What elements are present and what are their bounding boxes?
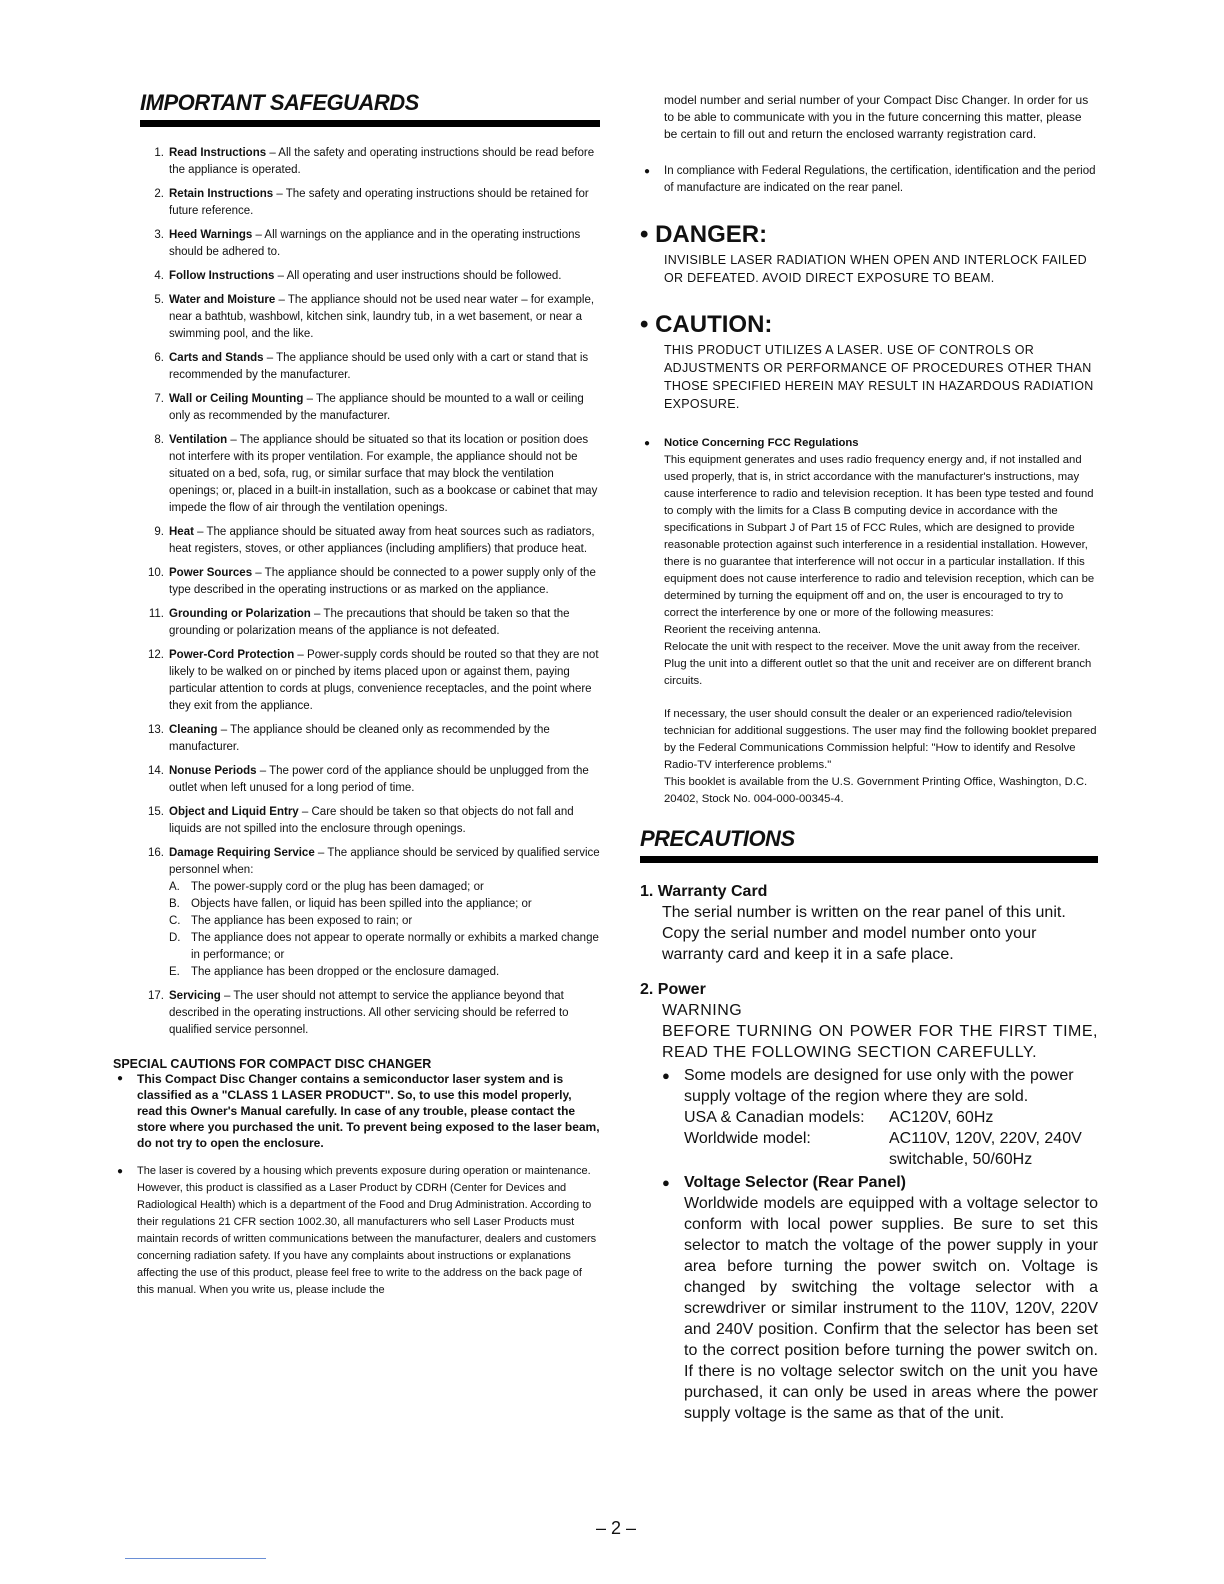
list-item: 13. Cleaning – The appliance should be cleaned only as recommended by the manufacturer. [148,724,550,753]
special-bullet-2: ● The laser is covered by a housing which prevents exposure during operation or maintenance. However, this product is classified as a Laser Product by CDRH (Center for Devices and Radiological Health) which is a department of the Food and Drug Administration. According to their regulations 21 CFR section 1002.30, all manufacturers who sell Laser Products must maintain records of written communications between the manufacturer, dealers and customers concerning radiation safety. If you have any complaints about instructions or explanations affecting the use of this product, please feel free to write to the address on the back page of this manual. When you write us, please include the [113,1163,600,1299]
list-item: 11. Grounding or Polarization – The precautions that should be taken so that the grounding or polarization means of the appliance is not defeated. [148,608,570,637]
list-item: 17. Servicing – The user should not attempt to service the appliance beyond that described in the operating instructions. All other servicing should be referred to qualified service personnel. [148,990,569,1036]
left-column [113,90,600,1311]
title-rule [140,120,600,127]
voltage-bullet [662,1065,1098,1170]
selector-bullet [662,1172,1098,1424]
page-number: – 2 – [596,1518,637,1538]
safeguards-title: IMPORTANT SAFEGUARDS [140,90,419,115]
world-label: Worldwide model: [684,1130,811,1147]
list-item: 2. Retain Instructions – The safety and operating instructions should be retained for future reference. [154,188,589,217]
precaution-power [640,979,1098,1424]
voltage-text: ● Some models are designed for use only with the power supply voltage of the region where they are sold. [684,1067,1074,1105]
fcc-para-3: This booklet is available from the U.S. Government Printing Office, Washington, D.C. 20402, Stock No. 004-000-00345-4. [664,776,1088,805]
sub-item: C. The appliance has been exposed to rain; or [169,915,413,927]
list-item: 1. Read Instructions – All the safety and operating instructions should be read before the appliance is operated. [154,147,595,176]
sub-item: D. The appliance does not appear to operate normally or exhibits a marked change in performance; or [169,932,599,961]
fcc-line-1: Reorient the receiving antenna. [664,624,822,636]
warranty-text: The serial number is written on the rear panel of this unit. Copy the serial number and model number onto your warranty card and keep it in a safe place. [662,904,1066,963]
safeguards-list [140,145,600,1039]
caution-text: THIS PRODUCT UTILIZES A LASER. USE OF CONTROLS OR ADJUSTMENTS OR PERFORMANCE OF PROCEDURES OTHER THAN THOSE SPECIFIED HEREIN MAY RESULT IN HAZARDOUS RADIATION EXPOSURE. [664,343,1094,411]
caution-heading: • CAUTION: [640,311,773,338]
list-item: 5. Water and Moisture – The appliance should not be used near water – for example, near a bathtub, washbowl, kitchen sink, laundry tub, in a wet basement, or near a swimming pool, and the like. [154,294,595,340]
list-item: 7. Wall or Ceiling Mounting – The appliance should be mounted to a wall or ceiling only as recommended by the manufacturer. [154,393,584,422]
list-item: 10. Power Sources – The appliance should be connected to a power supply only of the type described in the operating instructions or as marked on the appliance. [148,567,596,596]
list-item: 9. Heat – The appliance should be situated away from heat sources such as radiators, heat registers, stoves, or other appliances (including amplifiers) that produce heat. [154,526,595,555]
danger-text: INVISIBLE LASER RADIATION WHEN OPEN AND INTERLOCK FAILED OR DEFEATED. AVOID DIRECT EXPOSURE TO BEAM. [664,253,1087,285]
special-cautions-heading: SPECIAL CAUTIONS FOR COMPACT DISC CHANGER [113,1057,432,1071]
list-item: 15. Object and Liquid Entry – Care should be taken so that objects do not fall and liquids are not spilled into the enclosure through openings. [148,806,574,835]
list-item: 8. Ventilation – The appliance should be situated so that its location or position does not interfere with its proper ventilation. For example, the appliance should not be situated on a bed, sofa, rug, or similar surface that may block the ventilation openings; or, placed in a built-in installation, such as a bookcase or cabinet that may impede the flow of air through the ventilation openings. [154,434,598,514]
selector-text: Worldwide models are equipped with a voltage selector to conform with local power supplies. Be sure to set this selector to match the voltage of the power supply in your area before turning the power switch on. Voltage is changed by switching the voltage selector with a screwdriver or similar instrument to the 110V, 120V, 220V and 240V position. Confirm that the selector has been set to the correct position before turning the power switch on. If there is no voltage selector switch on the unit you have purchased, it can only be used in areas where the power supply voltage is the same as that of the unit. [684,1195,1098,1422]
special-continued: model number and serial number of your Compact Disc Changer. In order for us to be able to communicate with you in the future concerning this matter, please be certain to fill out and return the enclosed warranty registration card. [664,93,1089,141]
special-bullet-3: ● In compliance with Federal Regulations, the certification, identification and the period of manufacture are indicated on the rear panel. [640,163,1098,197]
warning-text: BEFORE TURNING ON POWER FOR THE FIRST TIME, READ THE FOLLOWING SECTION CAREFULLY. [662,1023,1098,1061]
fcc-line-2: Relocate the unit with respect to the receiver. Move the unit away from the receiver. Plug the unit into a different outlet so that the unit and receiver are on different branch circuits. [664,641,1092,687]
footer-line [125,1558,266,1559]
sub-item: B. Objects have fallen, or liquid has been spilled into the appliance; or [169,898,532,910]
precaution-warranty [640,881,1098,965]
warning-label: WARNING [662,1002,743,1019]
warranty-title: 1. Warranty Card [640,883,768,900]
precautions-title: PRECAUTIONS [640,826,795,851]
world-value: AC110V, 120V, 220V, 240V switchable, 50/60Hz [889,1130,1082,1168]
sub-item: A. The power-supply cord or the plug has been damaged; or [169,881,484,893]
right-column [640,92,1098,1424]
usa-label: USA & Canadian models: [684,1109,865,1126]
precautions-rule [640,856,1098,863]
fcc-heading: ● Notice Concerning FCC Regulations [664,437,859,449]
selector-title: ● Voltage Selector (Rear Panel) [684,1174,906,1191]
danger-heading: • DANGER: [640,221,768,248]
special-bullet-1: ● This Compact Disc Changer contains a semiconductor laser system and is classified as a "CLASS 1 LASER PRODUCT". So, to use this model properly, read this Owner's Manual carefully. In case of any trouble, please contact the store where you purchased the unit. To prevent being exposed to the laser beam, do not try to open the enclosure. [113,1071,600,1151]
power-body [640,1000,1098,1424]
list-item: 6. Carts and Stands – The appliance should be used only with a cart or stand that is recommended by the manufacturer. [154,352,589,381]
list-item: 3. Heed Warnings – All warnings on the appliance and in the operating instructions should be adhered to. [154,229,581,258]
list-item: 16. Damage Requiring Service – The appliance should be serviced by qualified service personnel when: A. The power-supply cord or the plug has been damaged; or B. Objects have fallen, or liquid has been spilled into the appliance; or C. The appliance has been exposed to rain; or D. The appliance does not appear to operate normally or exhibits a marked change in performance; or E. The appliance has been dropped or the enclosure damaged. [140,845,600,981]
fcc-para-1: This equipment generates and uses radio frequency energy and, if not installed and used properly, that is, in strict accordance with the manufacturer's instructions, may cause interference to radio and television reception. It has been type tested and found to comply with the limits for a Class B computing device in accordance with the specifications in Subpart J of Part 15 of FCC Rules, which are designed to provide reasonable protection against such interference in a residential installation. However, there is no guarantee that interference will not occur in a particular installation. If this equipment does not cause interference to radio and television reception, which can be determined by turning the equipment off and on, the user is encouraged to try to correct the interference by one or more of the following measures: [664,454,1095,619]
usa-value: AC120V, 60Hz [889,1109,994,1126]
list-item: 14. Nonuse Periods – The power cord of the appliance should be unplugged from the outlet when left unused for a long period of time. [148,765,589,794]
list-item: 4. Follow Instructions – All operating and user instructions should be followed. [154,270,562,282]
sub-item: E. The appliance has been dropped or the enclosure damaged. [169,966,500,978]
power-title: 2. Power [640,981,706,998]
fcc-para-2: If necessary, the user should consult the dealer or an experienced radio/television technician for additional suggestions. The user may find the following booklet prepared by the Federal Communications Commission helpful: "How to identify and Resolve Radio-TV interference problems." [664,708,1097,771]
model-voltages [684,1107,1098,1170]
damage-sublist [169,879,600,981]
list-item: 12. Power-Cord Protection – Power-supply cords should be routed so that they are not likely to be walked on or pinched by items placed upon or against them, paying particular attention to cords at plugs, convenience receptacles, and the point where they exit from the appliance. [148,649,599,712]
fcc-notice [640,435,1098,808]
